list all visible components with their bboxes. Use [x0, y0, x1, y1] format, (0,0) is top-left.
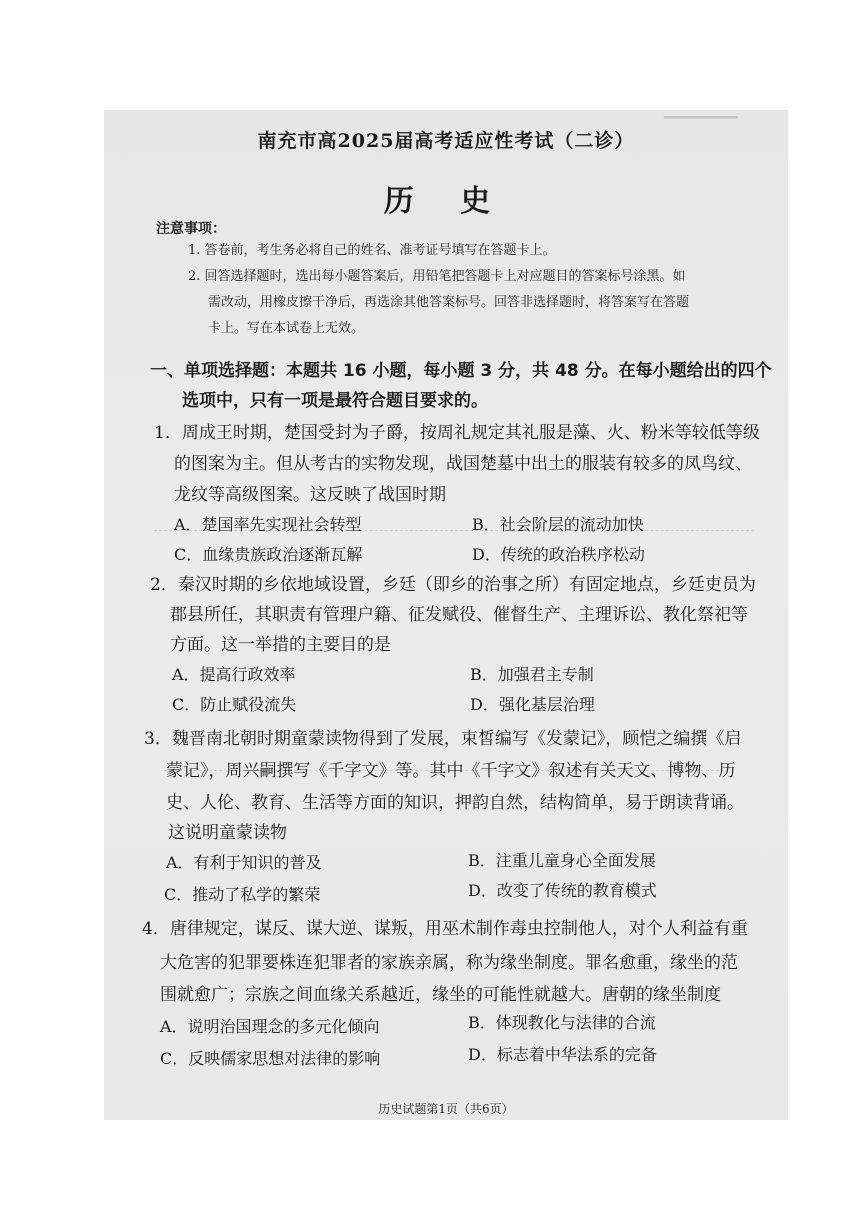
- option-d: D．强化基层治理: [470, 695, 595, 714]
- question-text-line: 龙纹等高级图案。这反映了战国时期: [174, 485, 446, 505]
- exam-page: [104, 110, 788, 1120]
- option-a: A．提高行政效率: [172, 665, 296, 684]
- section-heading-line: 一、单项选择题：本题共 16 小题，每小题 3 分，共 48 分。在每小题给出的四个: [150, 361, 772, 381]
- question-text-line: 史、人伦、教育、生活等方面的知识，押韵自然，结构简单，易于朗读背诵。: [166, 793, 744, 813]
- question-text-line: 蒙记》，周兴嗣撰写《千字文》等。其中《千字文》叙述有关天文、博物、历: [166, 761, 736, 781]
- option-c: C．防止赋役流失: [172, 695, 297, 714]
- question-text-line: 的图案为主。但从考古的实物发现，战国楚墓中出土的服装有较多的凤鸟纹、: [174, 454, 752, 474]
- notice-item: 卡上。写在本试卷上无效。: [208, 321, 365, 336]
- question-text-line: 方面。这一举措的主要目的是: [170, 635, 391, 655]
- question-text-line: 3．魏晋南北朝时期童蒙读物得到了发展，束皙编写《发蒙记》，顾恺之编撰《启: [144, 729, 742, 749]
- option-b: B．社会阶层的流动加快: [472, 515, 644, 534]
- option-b: B．注重儿童身心全面发展: [468, 851, 656, 870]
- page-footer: 历史试题第1页（共6页）: [378, 1102, 514, 1116]
- question-text-line: 围就愈广；宗族之间血缘关系越近，缘坐的可能性就越大。唐朝的缘坐制度: [160, 985, 721, 1005]
- question-text-line: 1．周成王时期，楚国受封为子爵，按周礼规定其礼服是藻、火、粉米等较低等级: [154, 423, 760, 443]
- notice-item: 需改动，用橡皮擦干净后，再选涂其他答案标号。回答非选择题时，将答案写在答题: [208, 295, 690, 310]
- notice-heading: 注意事项：: [156, 221, 226, 237]
- question-text-line: 这说明童蒙读物: [168, 823, 287, 843]
- option-d: D．改变了传统的教育模式: [468, 881, 657, 900]
- option-b: B．加强君主专制: [470, 665, 594, 684]
- option-d: D．传统的政治秩序松动: [472, 545, 645, 564]
- bleed-through-text: ▔▔▔▔▔▔: [664, 116, 738, 135]
- option-c: C．反映儒家思想对法律的影响: [160, 1049, 381, 1068]
- question-text-line: 郡县所任，其职责有管理户籍、征发赋役、催督生产、主理诉讼、教化祭祀等: [170, 605, 748, 625]
- section-heading: [150, 356, 772, 416]
- question-text-line: 4．唐律规定，谋反、谋大逆、谋叛，用巫术制作毒虫控制他人，对个人利益有重: [142, 919, 748, 939]
- question-text-line: 2．秦汉时期的乡依地域设置，乡廷（即乡的治事之所）有固定地点，乡廷吏员为: [150, 575, 756, 595]
- option-c: C．推动了私学的繁荣: [164, 885, 321, 904]
- option-c: C．血缘贵族政治逐渐瓦解: [174, 545, 363, 564]
- exam-title: 南充市高2025届高考适应性考试（二诊）: [257, 130, 635, 152]
- notice-item: 1. 答卷前，考生务必将自己的姓名、准考证号填写在答题卡上。: [188, 243, 556, 258]
- section-heading-line: 选项中，只有一项是最符合题目要求的。: [182, 391, 488, 411]
- option-a: A．楚国率先实现社会转型: [174, 515, 362, 534]
- option-d: D．标志着中华法系的完备: [468, 1045, 657, 1064]
- option-b: B．体现教化与法律的合流: [468, 1013, 656, 1032]
- notice-item: 2. 回答选择题时，选出每小题答案后，用铅笔把答题卡上对应题目的答案标号涂黑。如: [188, 269, 686, 284]
- question-text-line: 大危害的犯罪要株连犯罪者的家族亲属，称为缘坐制度。罪名愈重，缘坐的范: [160, 953, 738, 973]
- option-a: A．说明治国理念的多元化倾向: [160, 1017, 380, 1036]
- subject-title: 历 史: [383, 184, 509, 219]
- option-a: A．有利于知识的普及: [166, 853, 322, 872]
